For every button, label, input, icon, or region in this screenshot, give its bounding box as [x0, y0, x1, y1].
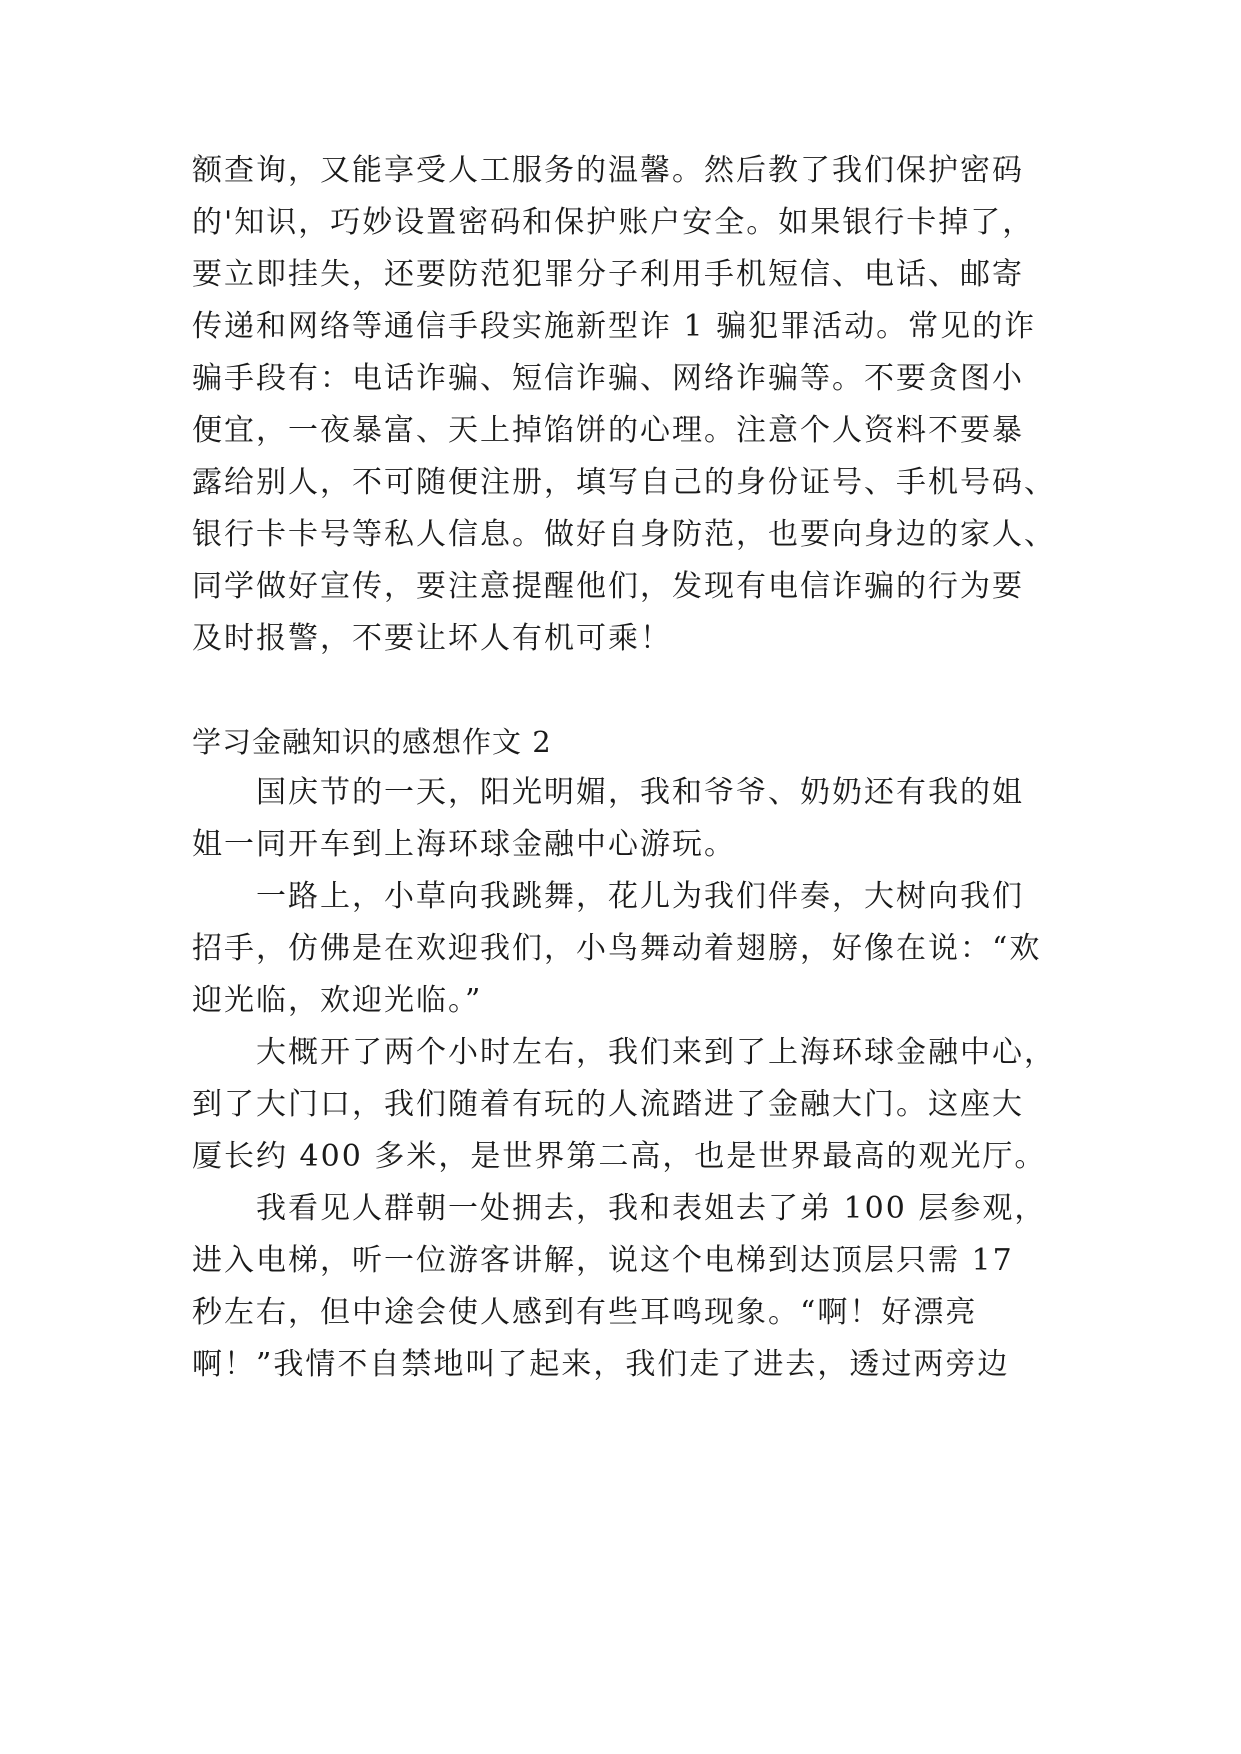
text-line: 我看见人群朝一处拥去，我和表姐去了弟 100 层参观， — [256, 1191, 1047, 1226]
text-line: 招手，仿佛是在欢迎我们，小鸟舞动着翅膀，好像在说：“欢 — [192, 931, 1042, 966]
text-line: 骗手段有：电话诈骗、短信诈骗、网络诈骗等。不要贪图小 — [192, 361, 1024, 396]
text-line: 迎光临，欢迎光临。” — [192, 983, 483, 1018]
text-line: 姐一同开车到上海环球金融中心游玩。 — [192, 827, 736, 862]
text-line: 银行卡卡号等私人信息。做好自身防范，也要向身边的家人、 — [192, 517, 1056, 552]
text-line: 秒左右，但中途会使人感到有些耳鸣现象。“啊！好漂亮 — [192, 1295, 978, 1330]
text-line: 大概开了两个小时左右，我们来到了上海环球金融中心， — [256, 1035, 1056, 1070]
text-line: 一路上，小草向我跳舞，花儿为我们伴奏，大树向我们 — [256, 879, 1024, 914]
text-line: 露给别人，不可随便注册，填写自己的身份证号、手机号码、 — [192, 465, 1056, 500]
text-line: 要立即挂失，还要防范犯罪分子利用手机短信、电话、邮寄 — [192, 257, 1024, 292]
section-title: 学习金融知识的感想作文 2 — [192, 725, 552, 759]
text-line: 国庆节的一天，阳光明媚，我和爷爷、奶奶还有我的姐 — [256, 775, 1024, 810]
text-line: 传递和网络等通信手段实施新型诈 1 骗犯罪活动。常见的诈 — [192, 309, 1037, 344]
text-line: 的'知识，巧妙设置密码和保护账户安全。如果银行卡掉了， — [192, 205, 1035, 240]
text-line: 厦长约 400 多米，是世界第二高，也是世界最高的观光厅。 — [192, 1139, 1047, 1174]
text-line: 额查询，又能享受人工服务的温馨。然后教了我们保护密码 — [192, 153, 1024, 188]
text-line: 便宜，一夜暴富、天上掉馅饼的心理。注意个人资料不要暴 — [192, 413, 1024, 448]
text-line: 及时报警，不要让坏人有机可乘！ — [192, 621, 672, 656]
text-line: 到了大门口，我们随着有玩的人流踏进了金融大门。这座大 — [192, 1087, 1024, 1122]
text-line: 进入电梯，听一位游客讲解，说这个电梯到达顶层只需 17 — [192, 1243, 1014, 1278]
text-line: 啊！”我情不自禁地叫了起来，我们走了进去，透过两旁边 — [192, 1347, 1010, 1382]
text-line: 同学做好宣传，要注意提醒他们，发现有电信诈骗的行为要 — [192, 569, 1024, 604]
